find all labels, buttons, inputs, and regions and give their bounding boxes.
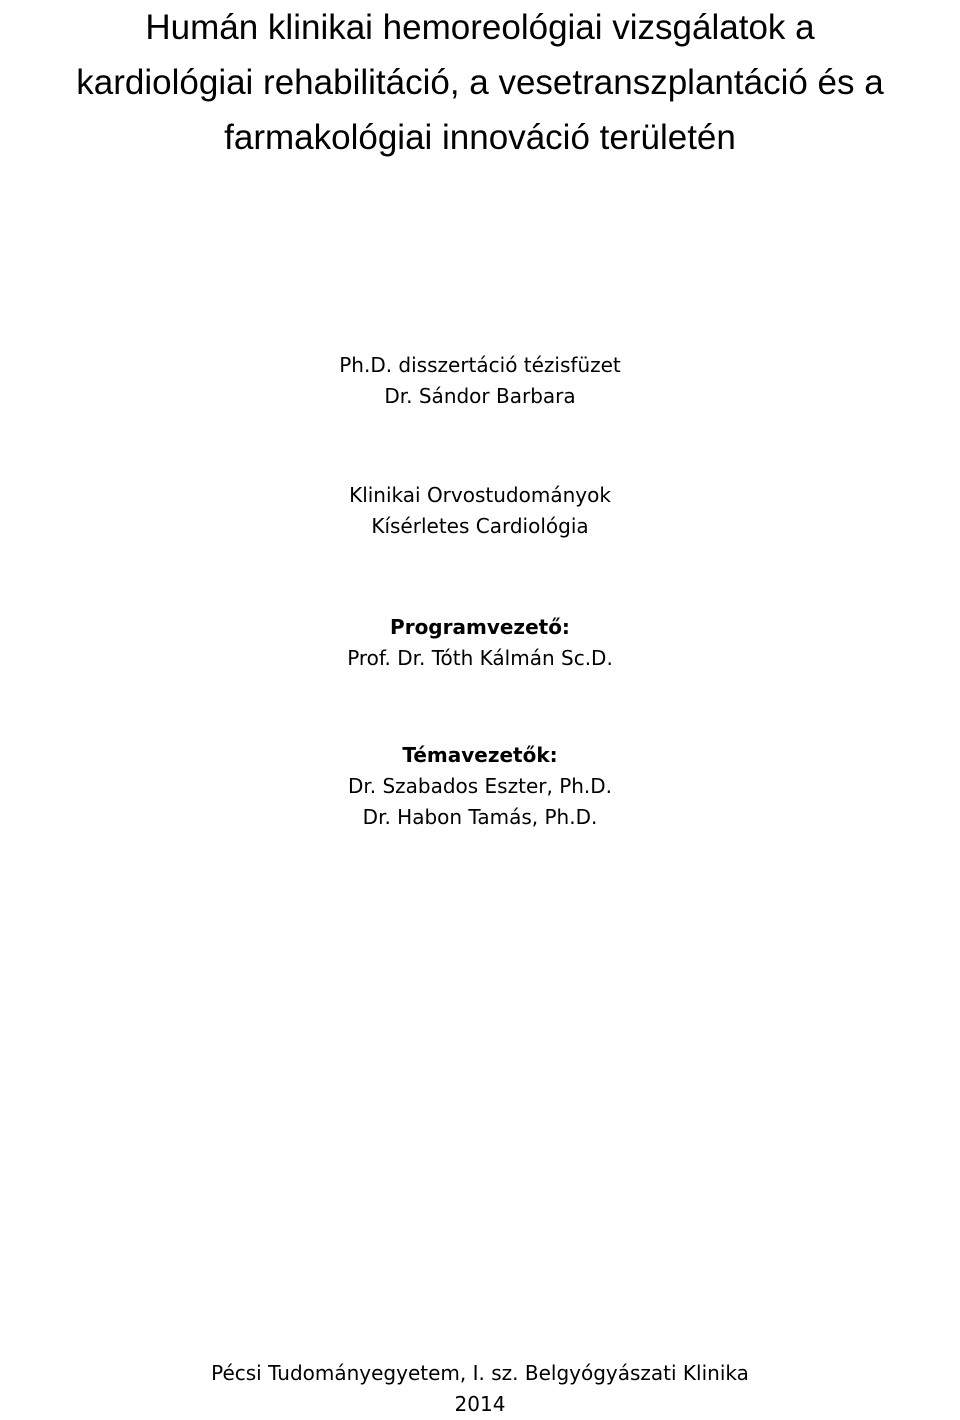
publication-year: 2014	[454, 1392, 506, 1416]
institution-name: Pécsi Tudományegyetem, I. sz. Belgyógyászati Klinika	[211, 1361, 749, 1385]
subprogram-name: Kísérletes Cardiológia	[371, 514, 589, 538]
title-line-1: Humán klinikai hemoreológiai vizsgálatok a	[145, 8, 815, 47]
thesis-info	[0, 350, 960, 412]
supervisor-name: Dr. Habon Tamás, Ph.D.	[362, 805, 598, 829]
program-leader	[0, 612, 960, 674]
footer	[0, 1358, 960, 1420]
supervisors-label: Témavezetők:	[402, 743, 558, 767]
document-title	[0, 0, 960, 165]
author-name: Dr. Sándor Barbara	[384, 384, 576, 408]
program-info	[0, 480, 960, 542]
supervisors	[0, 740, 960, 833]
title-line-2: kardiológiai rehabilitáció, a vesetranszplantáció és a	[76, 63, 884, 102]
thesis-type: Ph.D. disszertáció tézisfüzet	[339, 353, 621, 377]
program-leader-label: Programvezető:	[390, 615, 570, 639]
supervisor-name: Dr. Szabados Eszter, Ph.D.	[347, 774, 613, 798]
program-field: Klinikai Orvostudományok	[349, 483, 611, 507]
program-leader-name: Prof. Dr. Tóth Kálmán Sc.D.	[347, 646, 613, 670]
title-line-3: farmakológiai innováció területén	[224, 118, 736, 157]
